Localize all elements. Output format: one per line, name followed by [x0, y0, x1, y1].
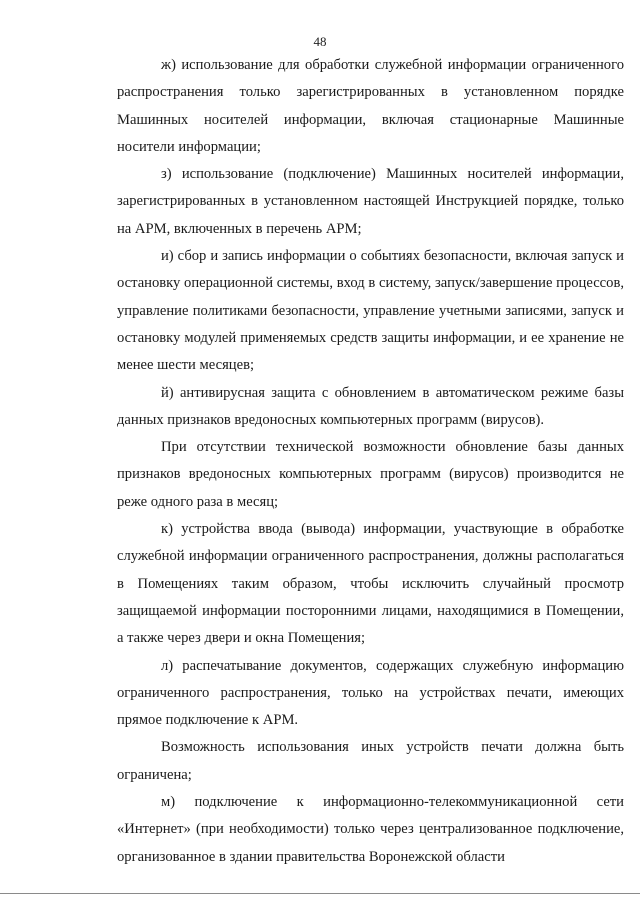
paragraph-antivirus-update: При отсутствии технической возможности обновление базы данных признаков вредоносных компьютерных программ (вирусов) производится не реже одного раза в месяц; — [117, 439, 624, 510]
paragraph-k: к) устройства ввода (вывода) информации, участвующие в обработке служебной информации ограниченного распространения, должны располагаться в Помещениях таким образом, чтобы исключить случайный просмотр защищаемой информации посторонними лицами, находящимися в Помещении, а также через двери и окна Помещения; — [117, 521, 624, 647]
paragraph-i: и) сбор и запись информации о событиях безопасности, включая запуск и остановку операционной системы, вход в систему, запуск/завершение процессов, управление политиками безопасности, управление учетными записями, запуск и остановку модулей применяемых средств защиты информации, и ее хранение не менее шести месяцев; — [117, 248, 624, 374]
paragraph-z: з) использование (подключение) Машинных носителей информации, зарегистрированных в установленном настоящей Инструкцией порядке, только на АРМ, включенных в перечень АРМ; — [117, 166, 624, 237]
paragraph-zh: ж) использование для обработки служебной информации ограниченного распространения только зарегистрированных в установленном порядке Машинных носителей информации, включая стационарные Машинные носители информации; — [117, 57, 624, 155]
page-number: 48 — [313, 34, 327, 49]
paragraph-y: й) антивирусная защита с обновлением в автоматическом режиме базы данных признаков вредоносных компьютерных программ (вирусов). — [117, 384, 624, 428]
paragraph-l: л) распечатывание документов, содержащих служебную информацию ограниченного распространения, только на устройствах печати, имеющих прямое подключение к АРМ. — [117, 657, 624, 729]
document-body — [117, 52, 624, 871]
paragraph-m: м) подключение к информационно-телекоммуникационной сети «Интернет» (при необходимости) только через централизованное подключение, организованное в здании правительства Воронежской области — [117, 794, 624, 865]
paragraph-printers-restriction: Возможность использования иных устройств печати должна быть ограничена; — [117, 739, 624, 783]
bottom-divider — [0, 893, 640, 894]
